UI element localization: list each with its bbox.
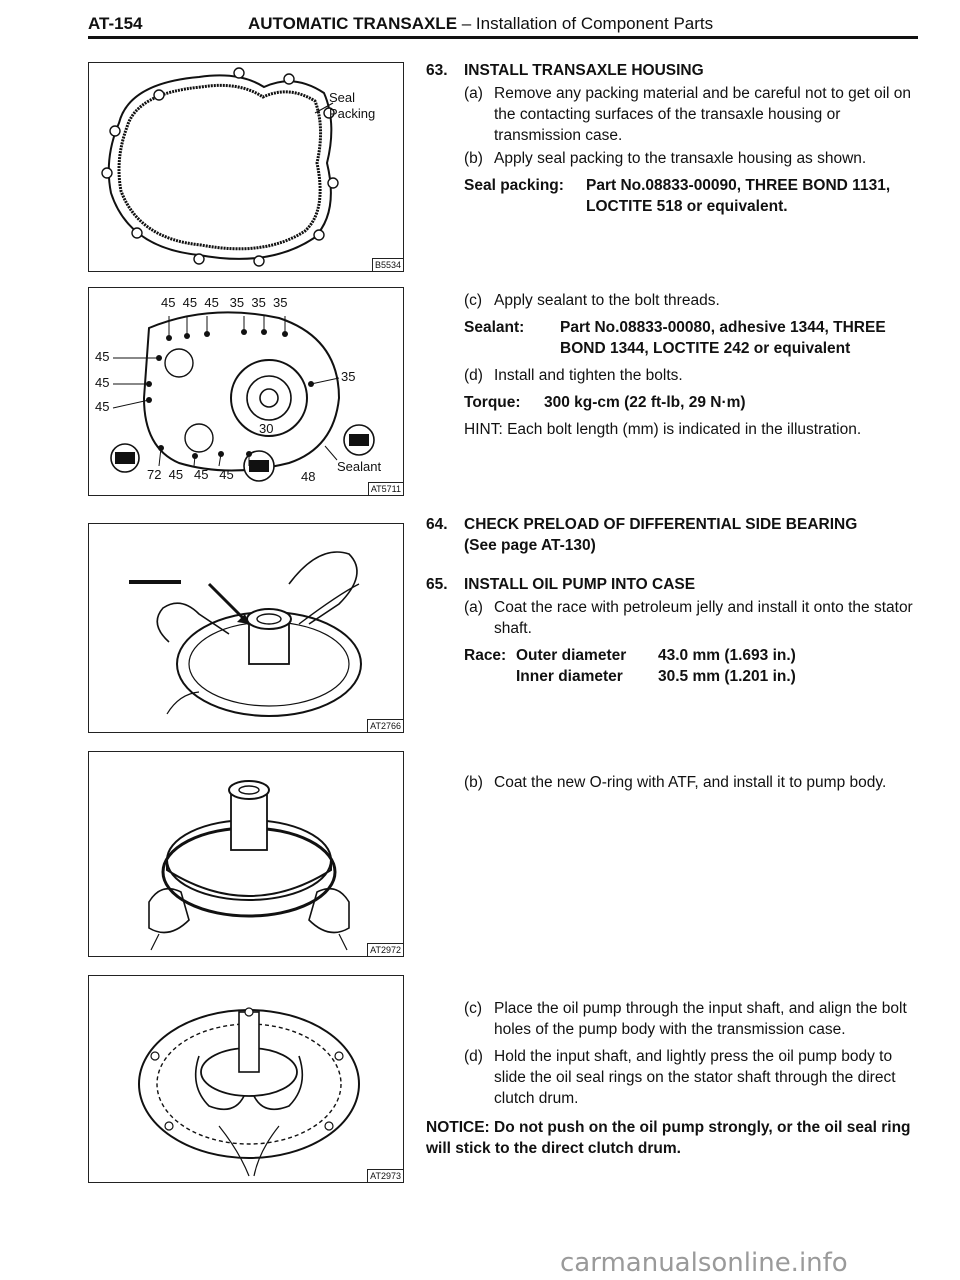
bolt-length-bottom-right: 48	[301, 469, 316, 484]
substep-text: Install and tighten the bolts.	[494, 367, 683, 384]
spec-value: 300 kg-cm (22 ft-lb, 29 N·m)	[544, 394, 746, 411]
figure-race-install	[88, 523, 404, 733]
race-key: Race:	[464, 647, 507, 664]
notice-text: Do not push on the oil pump strongly, or the oil seal ring will stick to the direct clutch drum.	[426, 1119, 911, 1157]
step-64	[426, 514, 918, 556]
step-title-text: CHECK PRELOAD OF DIFFERENTIAL SIDE BEARING	[464, 516, 858, 533]
substep-a	[464, 83, 918, 146]
step-65-b	[426, 770, 918, 793]
substep-b	[464, 148, 918, 169]
step-number: 63.	[426, 62, 448, 79]
bolt-length-right: 35	[341, 369, 356, 384]
substep-d	[464, 1046, 918, 1109]
substep-key: (a)	[464, 599, 483, 616]
step-heading	[426, 60, 918, 81]
pump-case-illustration	[89, 976, 403, 1182]
torque-spec	[464, 392, 918, 413]
bolt-lengths-top: 45 45 45 35 35 35	[161, 295, 288, 310]
figure-pump-into-case	[88, 975, 404, 1183]
outer-diameter-value: 43.0 mm (1.693 in.)	[658, 647, 796, 664]
spec-value: Part No.08833-00080, adhesive 1344, THREE BOND 1344, LOCTITE 242 or equivalent	[560, 319, 886, 357]
race-inner-row	[464, 666, 918, 687]
housing-illustration	[89, 63, 403, 271]
figure-bolt-lengths	[88, 287, 404, 496]
substep-text: Apply seal packing to the transaxle housing as shown.	[494, 150, 867, 167]
step-63-continued	[426, 288, 918, 440]
figure-code: AT2973	[367, 1169, 403, 1182]
substep-text: Hold the input shaft, and lightly press the oil pump body to slide the oil seal rings on the stator shaft through the direct clutch drum.	[494, 1048, 896, 1107]
watermark: carmanualsonline.info	[560, 1248, 848, 1278]
packing-label: Packing	[329, 106, 376, 121]
step-reference: (See page AT-130)	[464, 537, 596, 554]
header-rule	[88, 36, 918, 39]
step-number: 65.	[426, 576, 448, 593]
notice	[426, 1117, 918, 1159]
seal-label: Seal	[329, 90, 356, 105]
section-title-bold: AUTOMATIC TRANSAXLE	[248, 14, 458, 33]
step-heading	[426, 574, 918, 595]
substep-d	[464, 365, 918, 386]
bolt-length-left-2: 45	[95, 375, 110, 390]
section-title	[248, 14, 713, 34]
substep-text: Coat the new O-ring with ATF, and install it to pump body.	[494, 774, 887, 791]
substep-a	[464, 597, 918, 639]
bolt-length-left-1: 45	[95, 349, 110, 364]
substep-text: Coat the race with petroleum jelly and install it onto the stator shaft.	[494, 599, 913, 637]
figure-code: AT2972	[367, 943, 403, 956]
spec-key: Seal packing:	[464, 177, 564, 194]
step-title	[464, 514, 857, 556]
substep-text: Apply sealant to the bolt threads.	[494, 292, 720, 309]
step-title: INSTALL OIL PUMP INTO CASE	[464, 576, 696, 593]
figure-seal-packing	[88, 62, 404, 272]
bolt-length-left-3: 45	[95, 399, 110, 414]
figure-code: AT2766	[367, 719, 403, 732]
o-ring-illustration	[89, 752, 403, 956]
substep-b	[464, 772, 918, 793]
step-number: 64.	[426, 516, 448, 533]
substep-text: Place the oil pump through the input shaft, and align the bolt holes of the pump body with the transmission case.	[494, 1000, 907, 1038]
step-heading	[426, 514, 918, 556]
substep-key: (b)	[464, 774, 483, 791]
hint-text: Each bolt length (mm) is indicated in the illustration.	[507, 421, 862, 438]
substep-text: Remove any packing material and be careful not to get oil on the contacting surfaces of the transaxle housing or transmission case.	[494, 85, 912, 144]
hint-key: HINT:	[464, 421, 503, 438]
section-title-rest: – Installation of Component Parts	[457, 14, 714, 33]
figure-o-ring	[88, 751, 404, 957]
outer-diameter-label: Outer diameter	[516, 647, 627, 664]
substep-key: (b)	[464, 150, 483, 167]
step-title: INSTALL TRANSAXLE HOUSING	[464, 62, 704, 79]
page-number: AT-154	[88, 14, 143, 33]
bolt-length-center: 30	[259, 421, 274, 436]
inner-diameter-label: Inner diameter	[516, 668, 623, 685]
substep-key: (d)	[464, 367, 483, 384]
spec-value: Part No.08833-00090, THREE BOND 1131, LOCTITE 518 or equivalent.	[586, 177, 891, 215]
bolt-lengths-bottom: 72 45 45 45	[147, 467, 234, 482]
substep-key: (d)	[464, 1048, 483, 1065]
step-65	[426, 574, 918, 687]
sealant-spec	[464, 317, 918, 359]
figure-code: AT5711	[368, 482, 403, 495]
pump-race-illustration	[89, 524, 403, 732]
hint-note	[464, 419, 918, 440]
race-spec	[464, 645, 918, 687]
step-65-c-d	[426, 996, 918, 1159]
substep-key: (a)	[464, 85, 483, 102]
step-63	[426, 60, 918, 217]
figure-code: B5534	[372, 258, 403, 271]
inner-diameter-value: 30.5 mm (1.201 in.)	[658, 668, 796, 685]
seal-packing-spec	[464, 175, 918, 217]
substep-c	[464, 998, 918, 1040]
substep-key: (c)	[464, 292, 483, 309]
spec-key: Torque:	[464, 394, 521, 411]
sealant-label: Sealant	[337, 459, 382, 474]
substep-key: (c)	[464, 1000, 483, 1017]
spec-key: Sealant:	[464, 319, 525, 336]
race-outer-row	[464, 645, 918, 666]
notice-key: NOTICE:	[426, 1119, 490, 1136]
substep-c	[464, 290, 918, 311]
